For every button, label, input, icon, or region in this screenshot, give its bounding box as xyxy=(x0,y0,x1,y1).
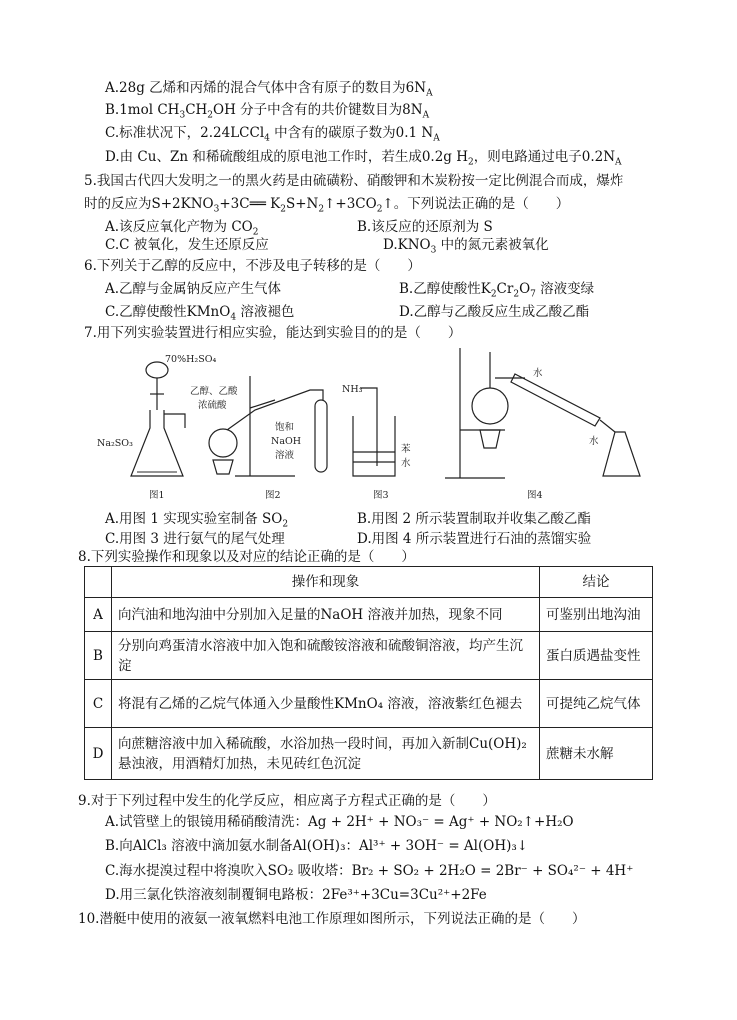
fig3-benzene-label: 苯 xyxy=(401,444,411,455)
table-header-row xyxy=(85,567,653,598)
q4-option-b: B.1mol $CH_3CH_2OH$ 分子中含有的共价键数目为$8N_A$ xyxy=(105,102,430,121)
q9-option-b: B.向AlCl₃ 溶液中滴加氨水制备Al(OH)₃：Al³⁺ + 3OH⁻ = Al(OH)₃↓ xyxy=(105,838,529,854)
q7-stem: 7.用下列实验装置进行相应实验，能达到实验目的的是（ ） xyxy=(84,325,462,341)
table-row: D 向蔗糖溶液中加入稀硫酸，水浴加热一段时间，再加入新制Cu(OH)₂ 悬浊液，用酒精灯加热，未见砖红色沉淀 蔗糖未水解 xyxy=(85,728,653,780)
q7-option-d: D.用图 4 所示装置进行石油的蒸馏实验 xyxy=(357,531,592,547)
q5-option-c: C.C 被氧化，发生还原反应 xyxy=(105,237,269,253)
fig2-naoh-l1: 饱和 xyxy=(275,422,295,433)
q4-option-a: A.28g 乙烯和丙烯的混合气体中含有原子的数目为$6N_A$ xyxy=(105,80,433,99)
fig4-water-out-label: 水 xyxy=(589,436,599,447)
q6-stem: 6.下列关于乙醇的反应中，不涉及电子转移的是（ ） xyxy=(84,258,421,274)
fig4-caption: 图4 xyxy=(527,490,543,501)
q7-option-b: B.用图 2 所示装置制取并收集乙酸乙酯 xyxy=(357,511,591,527)
header-operation: 操作和现象 xyxy=(112,567,540,598)
fig1-acid-label: 70%H₂SO₄ xyxy=(165,354,217,365)
fig3-caption: 图3 xyxy=(373,490,389,501)
fig2-caption: 图2 xyxy=(265,490,281,501)
q9-option-c: C.海水提溴过程中将溴吹入SO₂ 吸收塔：Br₂ + SO₂ + 2H₂O = 2Br⁻ + SO₄²⁻ + 4H⁺ xyxy=(105,863,634,879)
q6-option-b: B.乙醇使酸性$K_2Cr_2O_7$ 溶液变绿 xyxy=(399,281,595,300)
q8-table xyxy=(84,566,653,780)
q9-option-d: D.用三氯化铁溶液刻制覆铜电路板：2Fe³⁺+3Cu=3Cu²⁺+2Fe xyxy=(105,887,487,903)
q6-option-c: C.乙醇使酸性KMnO$_4$ 溶液褪色 xyxy=(105,304,295,323)
fig3-gas-label: NH₃ xyxy=(342,384,363,395)
q6-option-a: A.乙醇与金属钠反应产生气体 xyxy=(105,281,282,297)
q7-option-c: C.用图 3 进行氨气的尾气处理 xyxy=(105,531,285,547)
q9-option-a: A.试管壁上的银镜用稀硝酸清洗：Ag + 2H⁺ + NO₃⁻ = Ag⁺ + NO₂↑+H₂O xyxy=(105,814,574,830)
table-row: A 向汽油和地沟油中分别加入足量的NaOH 溶液并加热，现象不同 可鉴别出地沟油 xyxy=(85,598,653,632)
q5-option-a: A.该反应氧化产物为 $CO_2$ xyxy=(105,219,259,238)
q7-option-a: A.用图 1 实现实验室制备 $SO_2$ xyxy=(105,511,289,530)
table-row: C 将混有乙烯的乙烷气体通入少量酸性KMnO₄ 溶液，溶液紫红色褪去 可提纯乙烷气体 xyxy=(85,680,653,728)
q4-option-c: C.标准状况下，2.24LCCl$_4$ 中含有的碳原子数为0.1 $N_A$ xyxy=(105,125,440,144)
fig1-salt-label: Na₂SO₃ xyxy=(97,438,133,449)
q8-stem: 8.下列实验操作和现象以及对应的结论正确的是（ ） xyxy=(78,549,415,565)
header-conclusion: 结论 xyxy=(540,567,653,598)
fig2-acid-label: 浓硫酸 xyxy=(198,400,227,411)
fig3-water-label: 水 xyxy=(401,458,411,469)
q7-apparatus-figure xyxy=(95,348,655,508)
fig1-caption: 图1 xyxy=(149,490,165,501)
fig2-reagent-label: 乙醇、乙酸 xyxy=(190,386,238,397)
q9-stem: 9.对于下列过程中发生的化学反应，相应离子方程式正确的是（ ） xyxy=(78,793,496,809)
q5-stem-line1: 5.我国古代四大发明之一的黑火药是由硫磺粉、硝酸钾和木炭粉按一定比例混合而成，爆炸 xyxy=(84,173,624,189)
q5-option-b: B.该反应的还原剂为 S xyxy=(357,219,493,235)
fig4-water-in-label: 水 xyxy=(533,368,543,379)
q10-stem: 10.潜艇中使用的液氨一液氧燃料电池工作原理如图所示，下列说法正确的是（ ） xyxy=(78,911,586,927)
q5-option-d: $D.KNO_3$ 中的氮元素被氧化 xyxy=(383,237,549,256)
q4-option-d: D.由 Cu、Zn 和稀硫酸组成的原电池工作时，若生成0.2g $H_2$，则电路通过电子$0.2N_A$ xyxy=(105,149,622,168)
table-row: B 分别向鸡蛋清水溶液中加入饱和硫酸铵溶液和硫酸铜溶液，均产生沉淀 蛋白质遇盐变性 xyxy=(85,632,653,680)
fig2-naoh-l2: NaOH xyxy=(271,436,302,447)
fig2-naoh-l3: 溶液 xyxy=(275,450,295,461)
q5-stem-line2: 时的反应为$S+2KNO_3+3C══$ $K_2S+N_2↑+3CO_2↑$。下列说法正确的是（ ） xyxy=(84,196,570,215)
q6-option-d: D.乙醇与乙酸反应生成乙酸乙酯 xyxy=(399,304,590,320)
